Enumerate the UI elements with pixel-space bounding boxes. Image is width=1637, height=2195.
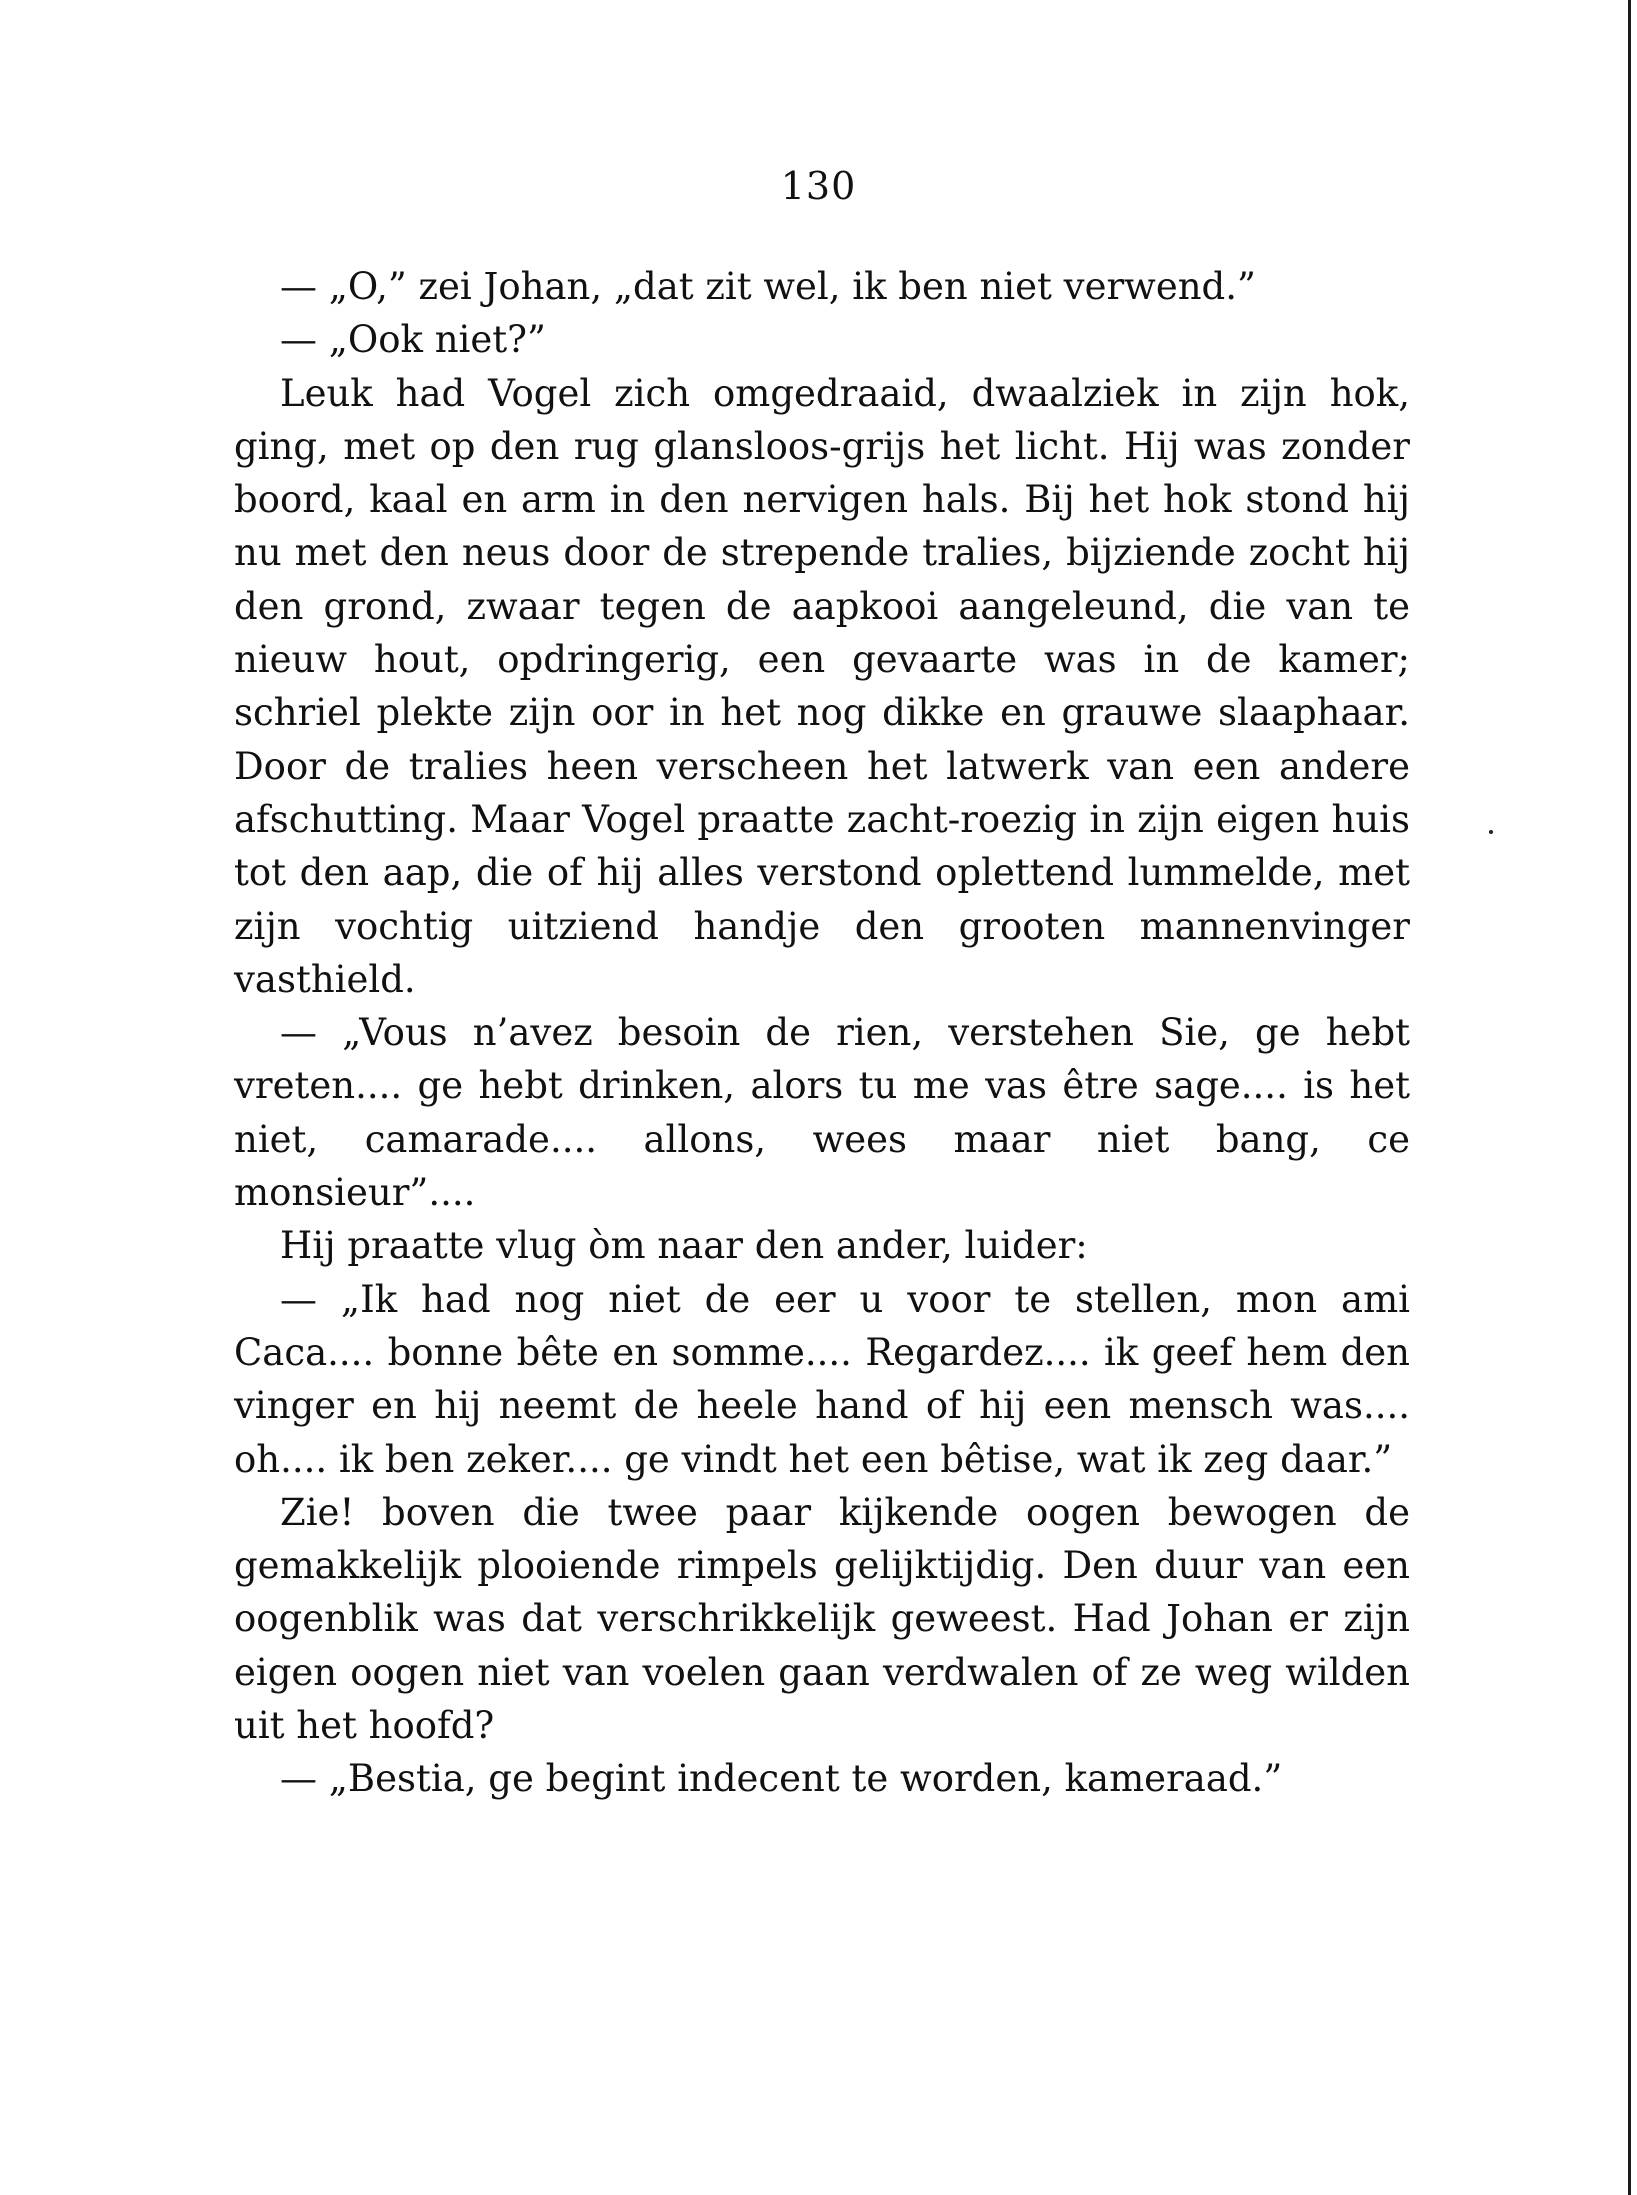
scan-speck	[1489, 830, 1493, 834]
paragraph: — „Ik had nog niet de eer u voor te stellen, mon ami Caca.... bonne bête en somme.... Regardez.... ik geef hem den vinger en hij neemt de heele hand of hij een mensch was.... oh.... ik ben zeker.... ge vindt het een bêtise, wat ik zeg daar.”	[234, 1277, 1410, 1481]
paragraph: — „Vous n’avez besoin de rien, verstehen Sie, ge hebt vreten.... ge hebt drinken, alors tu me vas être sage.... is het niet, camarade.... allons, wees maar niet bang, ce monsieur”....	[234, 1011, 1410, 1215]
paragraph: — „Ook niet?”	[280, 318, 546, 362]
paragraph: Hij praatte vlug òm naar den ander, luider:	[280, 1224, 1088, 1268]
paragraph: Leuk had Vogel zich omgedraaid, dwaalziek in zijn hok, ging, met op den rug glansloos-grijs het licht. Hij was zonder boord, kaal en arm in den nervigen hals. Bij het hok stond hij nu met den neus door de strepende tralies, bijziende zocht hij den grond, zwaar tegen de aapkooi aangeleund, die van te nieuw hout, opdringerig, een gevaarte was in de kamer; schriel plekte zijn oor in het nog dikke en grauwe slaaphaar. Door de tralies heen verscheen het latwerk van een andere afschutting. Maar Vogel praatte zacht-roezig in zijn eigen huis tot den aap, die of hij alles verstond oplettend lummelde, met zijn vochtig uitziend handje den grooten mannenvinger vasthield.	[234, 371, 1410, 1001]
paragraph: Zie! boven die twee paar kijkende oogen bewogen de gemakkelijk plooiende rimpels gelijktijdig. Den duur van een oogenblik was dat verschrikkelijk geweest. Had Johan er zijn eigen oogen niet van voelen gaan verdwalen of ze weg wilden uit het hoofd?	[234, 1490, 1410, 1748]
body-text	[234, 260, 1410, 1806]
paragraph: — „Bestia, ge begint indecent te worden, kameraad.”	[280, 1757, 1283, 1801]
paragraph: — „O,” zei Johan, „dat zit wel, ik ben niet verwend.”	[280, 265, 1256, 308]
page-number: 130	[780, 164, 857, 208]
scan-edge-line	[1628, 0, 1631, 2195]
